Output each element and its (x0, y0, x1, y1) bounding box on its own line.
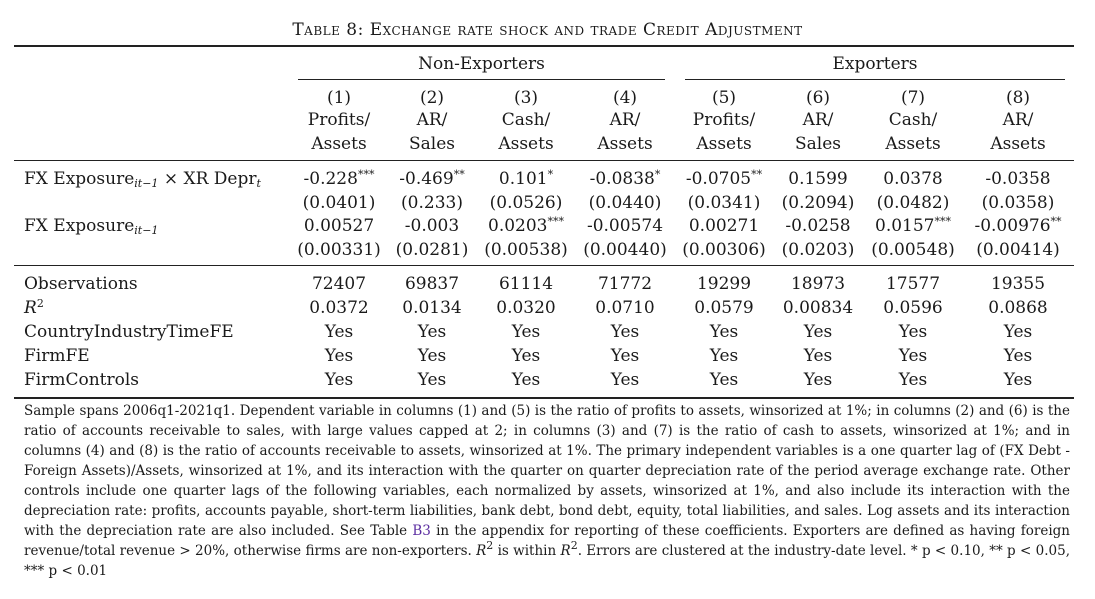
group-rule-non-exporters (298, 79, 665, 80)
coefficient-cell: -0.0358 (985, 169, 1051, 189)
coefficient-cell: 0.00527 (303, 216, 375, 236)
stats-rule (14, 265, 1074, 266)
notes-r2: R (560, 543, 571, 559)
significance-stars: ** (453, 168, 465, 181)
table-b3-link[interactable]: B3 (412, 523, 431, 539)
stat-cell: Yes (1003, 322, 1033, 342)
standard-error-cell: (0.2094) (781, 193, 855, 213)
stat-cell: 0.0134 (402, 298, 462, 318)
standard-error-cell: (0.00331) (297, 240, 381, 260)
stat-cell: 0.0868 (988, 298, 1048, 318)
coefficient-cell: 0.1599 (788, 169, 848, 189)
column-title-line1: Profits/ (307, 110, 371, 130)
stat-cell: 0.00834 (782, 298, 854, 318)
notes-r2: R (476, 543, 487, 559)
stat-row-label: Observations (24, 274, 138, 294)
stat-row-label: $R^2$ (24, 297, 44, 318)
standard-error-cell: (0.233) (401, 193, 463, 213)
column-number: (6) (805, 88, 831, 108)
column-number: (8) (1005, 88, 1031, 108)
stat-cell: 19355 (990, 274, 1046, 294)
stat-cell: 71772 (597, 274, 653, 294)
stat-cell: Yes (417, 370, 447, 390)
column-number: (2) (419, 88, 445, 108)
column-number: (3) (513, 88, 539, 108)
coefficient-cell: -0.00574 (586, 216, 664, 236)
stat-row-label: FirmControls (24, 370, 140, 390)
stat-cell: Yes (898, 322, 928, 342)
notes-text: in the appendix for reporting of these coefficients. Exporters are defined as having foreign revenue/total revenue > 20%, otherwise firms are non-exporters. (24, 523, 1070, 559)
notes-r2-sup: 2 (570, 539, 578, 552)
column-title-line2: Assets (597, 134, 653, 154)
column-title-line1: Profits/ (692, 110, 756, 130)
standard-error-cell: (0.0341) (687, 193, 761, 213)
coefficient-cell: -0.0838* (589, 168, 661, 189)
significance-stars: ** (751, 168, 763, 181)
stat-cell: Yes (324, 346, 354, 366)
table-notes (24, 401, 1070, 581)
column-title-line1: AR/ (802, 110, 834, 130)
column-number: (1) (326, 88, 352, 108)
significance-stars: ** (1050, 215, 1062, 228)
stat-cell: 18973 (790, 274, 846, 294)
column-title-line2: Assets (311, 134, 367, 154)
stat-cell: 72407 (311, 274, 367, 294)
coefficient-cell: -0.469** (399, 168, 465, 189)
stat-cell: Yes (898, 370, 928, 390)
stat-cell: Yes (511, 346, 541, 366)
stat-cell: Yes (511, 370, 541, 390)
table-caption: Table 8: Exchange rate shock and trade Credit Adjustment (292, 20, 803, 40)
coefficient-cell: 0.00271 (688, 216, 760, 236)
row-label-interaction (24, 169, 261, 189)
significance-stars: * (547, 168, 554, 181)
standard-error-cell: (0.00306) (682, 240, 766, 260)
standard-error-cell: (0.00440) (583, 240, 667, 260)
standard-error-cell: (0.00548) (871, 240, 955, 260)
significance-stars: *** (357, 168, 375, 181)
significance-stars: *** (547, 215, 564, 228)
coefficient-cell: 0.101* (498, 168, 554, 189)
stat-cell: Yes (709, 322, 739, 342)
notes-text: Sample spans 2006q1-2021q1. Dependent variable in columns (1) and (5) is the ratio of profits to assets, winsorized at 1%; in columns (2) and (6) is the ratio of accounts receivable to sales, with large values capped at 2; in columns (3) and (7) is the ratio of cash to assets, winsorized at 1%; and in columns (4) and (8) is the ratio of accounts receivable to assets, winsorized at 1%. The primary independent variables is a one quarter lag of (FX Debt - Foreign Assets)/Assets, winsorized at 1%, and its interaction with the quarter on quarter depreciation rate of the period average exchange rate. Other controls include one quarter lags of the following variables, each normalized by assets, winsorized at 1%, and also include its interaction with the depreciation rate: profits, accounts payable, short-term liabilities, bank debt, bond debt, equity, total liabilities, and sales. Log assets and its interaction with the depreciation rate are also included. See Table (24, 403, 1070, 539)
stat-cell: 19299 (696, 274, 752, 294)
column-number: (5) (711, 88, 737, 108)
column-title-line1: AR/ (609, 110, 641, 130)
notes-text: . Errors are clustered at the industry-date level. * p < 0.10, ** p < 0.05, *** p < 0.01 (24, 543, 1071, 579)
standard-error-cell: (0.0526) (489, 193, 563, 213)
column-title-line2: Assets (990, 134, 1046, 154)
notes-text: is within (493, 543, 561, 559)
label-subscript-t: t (256, 177, 261, 190)
stat-cell: Yes (709, 346, 739, 366)
notes-r2-sup: 2 (486, 539, 494, 552)
column-number: (7) (900, 88, 926, 108)
column-title-line1: Cash/ (888, 110, 938, 130)
stat-cell: 69837 (404, 274, 460, 294)
coefficient-cell: -0.228*** (303, 168, 375, 189)
bottom-rule (14, 397, 1074, 399)
standard-error-cell: (0.0401) (302, 193, 376, 213)
stat-row-label: CountryIndustryTimeFE (24, 322, 234, 342)
stat-cell: 0.0372 (309, 298, 369, 318)
stat-cell: Yes (1003, 346, 1033, 366)
stat-cell: Yes (803, 370, 833, 390)
column-title-line2: Sales (408, 134, 455, 154)
column-title-line1: AR/ (416, 110, 448, 130)
group-rule-exporters (685, 79, 1065, 80)
stat-cell: Yes (709, 370, 739, 390)
standard-error-cell: (0.0358) (981, 193, 1055, 213)
row-label-exposure (24, 216, 158, 236)
coefficient-cell: 0.0378 (883, 169, 943, 189)
coefficient-cell: -0.00976** (974, 215, 1062, 236)
stat-cell: Yes (803, 322, 833, 342)
label-fx-exposure: FX Exposure (24, 216, 135, 236)
stat-cell: Yes (610, 322, 640, 342)
significance-stars: *** (934, 215, 951, 228)
stat-row-label: FirmFE (24, 346, 90, 366)
column-number: (4) (612, 88, 638, 108)
label-subscript: it−1 (134, 177, 159, 190)
stat-cell: Yes (324, 370, 354, 390)
standard-error-cell: (0.0281) (395, 240, 469, 260)
stat-cell: Yes (898, 346, 928, 366)
header-rule (14, 160, 1074, 161)
column-title-line2: Assets (498, 134, 554, 154)
standard-error-cell: (0.00414) (976, 240, 1060, 260)
standard-error-cell: (0.0203) (781, 240, 855, 260)
stat-cell: 61114 (498, 274, 554, 294)
standard-error-cell: (0.00538) (484, 240, 568, 260)
stat-cell: 0.0596 (883, 298, 943, 318)
label-xr-depr: × XR Depr (158, 169, 257, 189)
coefficient-cell: -0.0705** (685, 168, 763, 189)
column-title-line2: Assets (885, 134, 941, 154)
column-title-line2: Assets (696, 134, 752, 154)
top-rule (14, 45, 1074, 47)
standard-error-cell: (0.0482) (876, 193, 950, 213)
coefficient-cell: 0.0157*** (875, 215, 951, 236)
coefficient-cell: -0.003 (404, 216, 460, 236)
stat-cell: Yes (417, 322, 447, 342)
stat-cell: Yes (417, 346, 447, 366)
stat-cell: 17577 (885, 274, 941, 294)
label-subscript: it−1 (134, 224, 159, 237)
column-title-line1: AR/ (1002, 110, 1034, 130)
standard-error-cell: (0.0440) (588, 193, 662, 213)
group-header-exporters: Exporters (832, 54, 918, 74)
coefficient-cell: 0.0203*** (488, 215, 564, 236)
stat-cell: Yes (511, 322, 541, 342)
stat-cell: Yes (610, 370, 640, 390)
coefficient-cell: -0.0258 (785, 216, 851, 236)
stat-cell: Yes (610, 346, 640, 366)
stat-cell: Yes (1003, 370, 1033, 390)
stat-cell: 0.0320 (496, 298, 556, 318)
stat-cell: 0.0579 (694, 298, 754, 318)
column-title-line1: Cash/ (501, 110, 551, 130)
stat-cell: 0.0710 (595, 298, 655, 318)
group-header-non-exporters: Non-Exporters (418, 54, 545, 74)
label-fx-exposure: FX Exposure (24, 169, 135, 189)
column-title-line2: Sales (794, 134, 841, 154)
stat-cell: Yes (803, 346, 833, 366)
significance-stars: * (654, 168, 661, 181)
stat-cell: Yes (324, 322, 354, 342)
